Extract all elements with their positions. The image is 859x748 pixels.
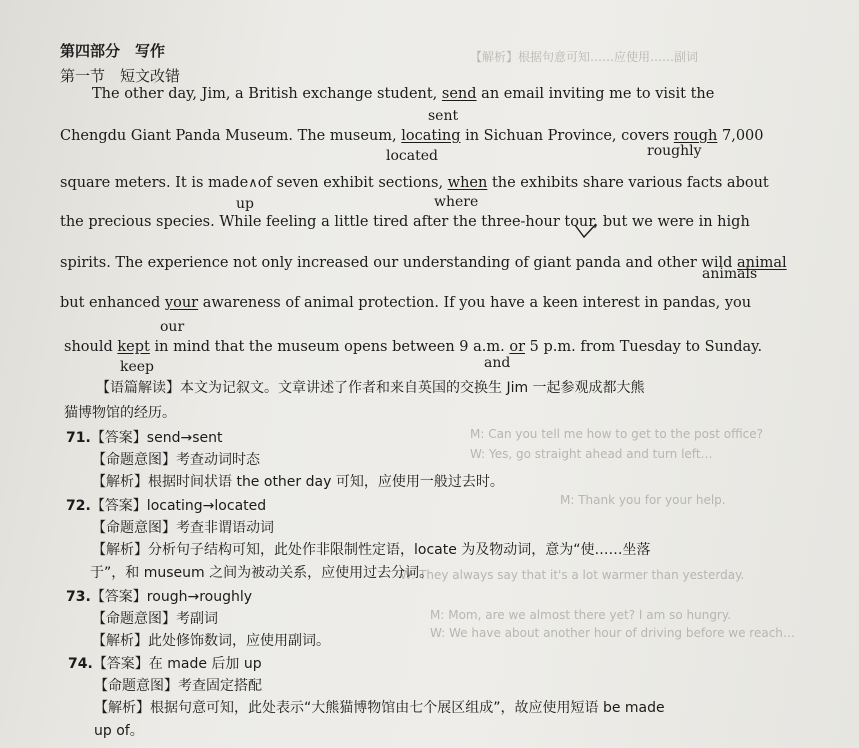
- error-word: send: [441, 86, 477, 102]
- part-heading: 第四部分 写作: [60, 42, 166, 60]
- correction-word: and: [484, 355, 511, 371]
- error-word: when: [447, 175, 488, 191]
- answer-73: 73.【答案】rough→roughly: [66, 589, 253, 605]
- passage-line-7: should kept in mind that the museum opens between 9 a.m. or 5 p.m. from Tuesday to Sunday.: [64, 339, 763, 355]
- error-word: animal: [737, 255, 787, 271]
- bleed-through-text: W: They always say that it's a lot warmer than yesterday.: [400, 568, 745, 582]
- bleed-through-text: 【解析】根据句意可知……应使用……副词: [470, 50, 699, 64]
- correction-word: keep: [120, 359, 155, 375]
- analysis-71: 【解析】根据时间状语 the other day 可知，应使用一般过去时。: [92, 474, 504, 490]
- intent-72: 【命题意图】考查非谓语动词: [92, 520, 274, 536]
- delete-mark-icon: [572, 222, 600, 240]
- section-heading: 第一节 短文改错: [60, 67, 181, 85]
- analysis-72: 【解析】分析句子结构可知，此处作非限制性定语，locate 为及物动词，意为“使……坐落: [92, 542, 651, 558]
- analysis-74: 【解析】根据句意可知，此处表示“大熊猫博物馆由七个展区组成”，故应使用短语 be made: [94, 700, 665, 716]
- bleed-through-text: W: Yes, go straight ahead and turn left…: [470, 447, 713, 461]
- reading-summary: 【语篇解读】本文为记叙文。文章讲述了作者和来自英国的交换生 Jim 一起参观成都大熊: [96, 380, 645, 396]
- correction-word: where: [434, 194, 479, 210]
- intent-71: 【命题意图】考查动词时态: [92, 452, 260, 468]
- error-word: your: [164, 295, 199, 311]
- error-word: or: [509, 339, 526, 355]
- correction-word: located: [386, 148, 438, 164]
- correction-word: up: [236, 196, 254, 212]
- reading-summary-cont: 猫博物馆的经历。: [64, 405, 176, 421]
- analysis-74-cont: up of。: [94, 723, 144, 739]
- correction-word: animals: [702, 266, 758, 282]
- correction-word: roughly: [647, 143, 702, 159]
- intent-73: 【命题意图】考副词: [92, 611, 218, 627]
- bleed-through-text: W: We have about another hour of driving before we reach…: [430, 626, 795, 640]
- answer-74: 74.【答案】在 made 后加 up: [68, 656, 262, 672]
- passage-line-2: Chengdu Giant Panda Museum. The museum, locating in Sichuan Province, covers rough 7,000: [60, 128, 764, 144]
- error-word: kept: [117, 339, 150, 355]
- error-word: rough: [673, 128, 718, 144]
- passage-line-1: The other day, Jim, a British exchange student, send an email inviting me to visit the: [92, 86, 715, 102]
- passage-line-3: square meters. It is made∧of seven exhibit sections, when the exhibits share various facts about: [60, 175, 769, 191]
- insert-caret: ∧: [248, 176, 258, 191]
- bleed-through-text: M: Mom, are we almost there yet? I am so hungry.: [430, 608, 732, 622]
- answer-72: 72.【答案】locating→located: [66, 498, 267, 514]
- error-word: locating: [401, 128, 461, 144]
- answer-71: 71.【答案】send→sent: [66, 430, 223, 446]
- passage-line-4: the precious species. While feeling a little tired after the three-hour tour, but we were in high: [60, 214, 750, 230]
- bleed-through-text: M: Can you tell me how to get to the post office?: [470, 427, 764, 441]
- correction-word: sent: [428, 108, 459, 124]
- intent-74: 【命题意图】考查固定搭配: [94, 678, 262, 694]
- analysis-72-cont: 于”，和 museum 之间为被动关系，应使用过去分词。: [90, 565, 434, 581]
- passage-line-5: spirits. The experience not only increased our understanding of giant panda and other wild animal: [60, 255, 787, 271]
- passage-line-6: but enhanced your awareness of animal protection. If you have a keen interest in pandas, you: [60, 295, 752, 311]
- correction-word: our: [160, 319, 185, 335]
- bleed-through-text: M: Thank you for your help.: [560, 493, 726, 507]
- analysis-73: 【解析】此处修饰数词，应使用副词。: [92, 633, 330, 649]
